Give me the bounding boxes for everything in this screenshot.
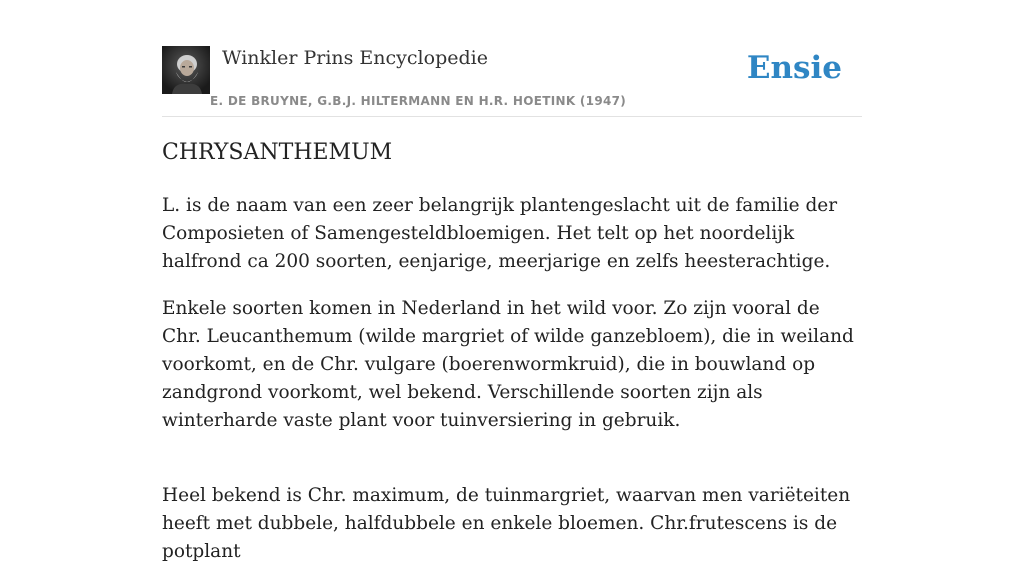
source-authors: E. DE BRUYNE, G.B.J. HILTERMANN EN H.R. HOETINK (1947) [210,94,627,108]
author-portrait-icon [162,46,210,94]
paragraph-gap [162,454,862,482]
source-header [162,44,862,117]
article-page [162,0,862,562]
source-title[interactable]: Winkler Prins Encyclopedie [222,47,488,69]
entry-title: CHRYSANTHEMUM [162,140,393,165]
entry-paragraph: Enkele soorten komen in Nederland in het wild voor. Zo zijn vooral de Chr. Leucanthemum (wilde margriet of wilde ganzebloem), die in weiland voorkomt, en de Chr. vulgare (boerenwormkruid), die in bouwland op zandgrond voorkomt, wel bekend. Verschillende soorten zijn als winterharde vaste plant voor tuinversiering in gebruik. [162,298,854,431]
site-logo[interactable]: Ensie [746,50,842,86]
entry-paragraph: L. is de naam van een zeer belangrijk plantengeslacht uit de familie der Composieten of Samengesteldbloemigen. Het telt op het noordelijk halfrond ca 200 soorten, eenjarige, meerjarige en zelfs heesterachtige. [162,195,838,272]
entry-body [162,192,862,585]
entry-paragraph: Heel bekend is Chr. maximum, de tuinmargriet, waarvan men variëteiten heeft met dubbele, halfdubbele en enkele bloemen. Chr.frutescens is de potplant [162,485,851,562]
author-avatar [162,46,210,94]
